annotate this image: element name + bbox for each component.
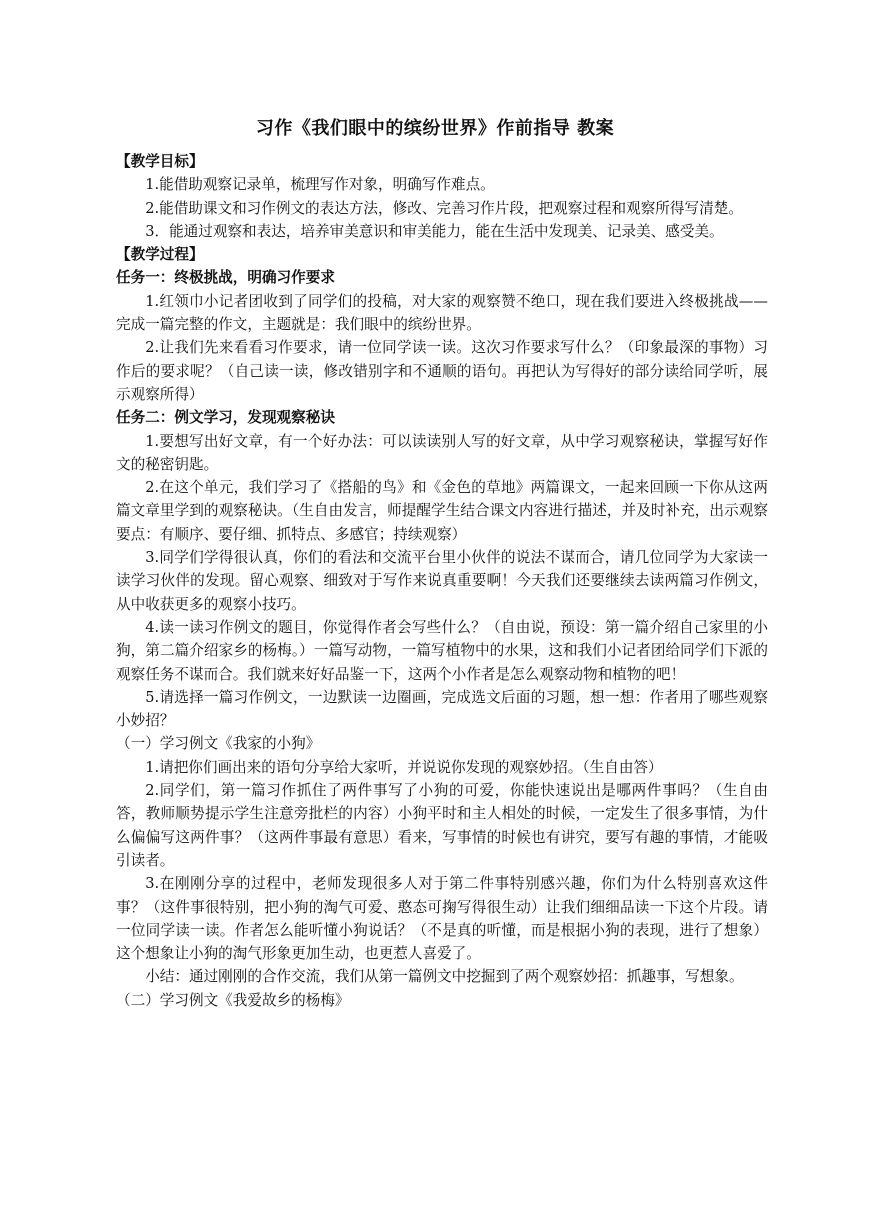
task2-item: 5.请选择一篇习作例文，一边默读一边圈画，完成选文后面的习题，想一想：作者用了哪些观察小妙招？ xyxy=(116,688,768,730)
task2-item: 1.要想写出好文章，有一个好办法：可以读读别人写的好文章，从中学习观察秘诀，掌握写好作文的秘密钥匙。 xyxy=(116,432,768,473)
goal-item: 3．能通过观察和表达，培养审美意识和审美能力，能在生活中发现美、记录美、感受美。 xyxy=(145,222,724,240)
task2-item: 3.同学们学得很认真，你们的看法和交流平台里小伙伴的说法不谋而合，请几位同学为大家读一读学习伙伴的发现。留心观察、细致对于写作来说真重要啊！今天我们还要继续去读两篇习作例文，从中收获更多的观察小技巧。 xyxy=(116,549,768,613)
goal-item: 1.能借助观察记录单，梳理写作对象，明确写作难点。 xyxy=(145,176,495,194)
task1-heading: 任务一：终极挑战，明确习作要求 xyxy=(116,269,335,287)
part1-item: 2.同学们，第一篇习作抓住了两件事写了小狗的可爱，你能快速说出是哪两件事吗？（生自由答，教师顺势提示学生注意旁批栏的内容）小狗平时和主人相处的时候，一定发生了很多事情，为什么偏偏写这两件事？（这两件事最有意思）看来，写事情的时候也有讲究，要写有趣的事情，才能吸引读者。 xyxy=(116,782,768,869)
task2-item: 4.读一读习作例文的题目，你觉得作者会写些什么？（自由说，预设：第一篇介绍自己家里的小狗，第二篇介绍家乡的杨梅。）一篇写动物，一篇写植物中的水果，这和我们小记者团给同学们下派的观察任务不谋而合。我们就来好好品鉴一下，这两个小作者是怎么观察动物和植物的吧！ xyxy=(116,618,768,683)
document-body xyxy=(116,150,768,1012)
goal-item: 2.能借助课文和习作例文的表达方法，修改、完善习作片段，把观察过程和观察所得写清楚。 xyxy=(145,199,743,217)
part1-summary: 小结：通过刚刚的合作交流，我们从第一篇例文中挖掘到了两个观察妙招：抓趣事，写想象。 xyxy=(145,968,744,986)
part1-item: 1.请把你们画出来的语句分享给大家听，并说说你发现的观察妙招。（生自由答） xyxy=(145,758,663,776)
part2-heading: （二）学习例文《我爱故乡的杨梅》 xyxy=(116,991,350,1009)
process-heading: 【教学过程】 xyxy=(116,246,204,264)
goals-heading: 【教学目标】 xyxy=(116,153,204,170)
task2-heading: 任务二：例文学习，发现观察秘诀 xyxy=(116,409,335,427)
task1-item: 1.红领巾小记者团收到了同学们的投稿，对大家的观察赞不绝口，现在我们要进入终极挑战——完成一篇完整的作文，主题就是：我们眼中的缤纷世界。 xyxy=(116,292,768,334)
document-title: 习作《我们眼中的缤纷世界》作前指导 教案 xyxy=(255,118,615,139)
task1-item: 2.让我们先来看看习作要求，请一位同学读一读。这次习作要求写什么？（印象最深的事物）习作后的要求呢？（自己读一读，修改错别字和不通顺的语句。再把认为写得好的部分读给同学听，展示观察所得） xyxy=(116,339,768,403)
task2-item: 2.在这个单元，我们学习了《搭船的鸟》和《金色的草地》两篇课文，一起来回顾一下你从这两篇文章里学到的观察秘诀。（生自由发言，师提醒学生结合课文内容进行描述，并及时补充，出示观察要点：有顺序、要仔细、抓特点、多感官；持续观察） xyxy=(116,479,768,543)
part1-heading: （一）学习例文《我家的小狗》 xyxy=(116,735,321,753)
part1-item: 3.在刚刚分享的过程中，老师发现很多人对于第二件事特别感兴趣，你们为什么特别喜欢这件事？（这件事很特别，把小狗的淘气可爱、憨态可掬写得很生动）让我们细细品读一下这个片段。请一位同学读一读。作者怎么能听懂小狗说话？（不是真的听懂，而是根据小狗的表现，进行了想象）这个想象让小狗的淘气形象更加生动，也更惹人喜爱了。 xyxy=(116,875,768,963)
